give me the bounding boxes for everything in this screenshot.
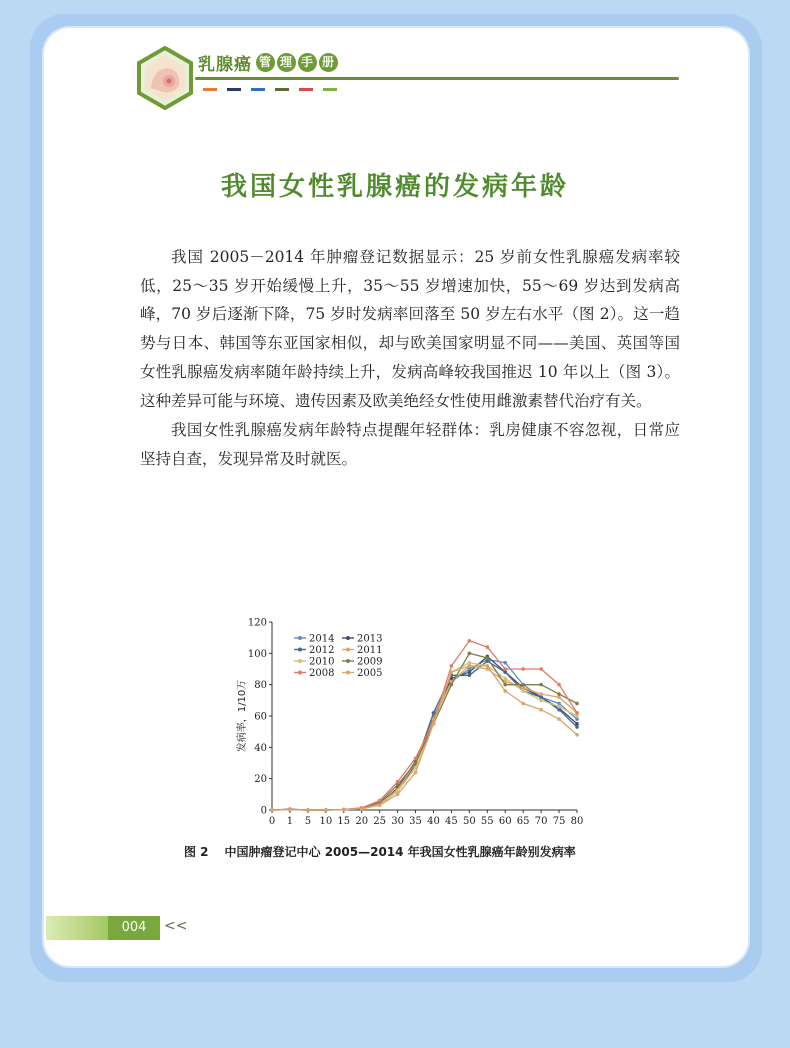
header-dash — [251, 88, 265, 91]
x-tick-label: 50 — [462, 816, 476, 827]
data-point-2013 — [468, 670, 472, 674]
series-title-char: 册 — [319, 53, 338, 72]
data-point-2014 — [503, 661, 507, 665]
data-point-2005 — [503, 689, 507, 693]
series-title-char: 管 — [256, 53, 275, 72]
legend-marker — [346, 648, 350, 652]
series-title-plain: 乳腺癌 — [198, 54, 252, 75]
data-point-2005 — [270, 808, 274, 812]
data-point-2005 — [396, 793, 400, 797]
page-number-bar — [46, 916, 108, 940]
data-point-2010 — [503, 677, 507, 681]
x-tick-label: 70 — [534, 816, 548, 827]
series-line-2012 — [272, 661, 577, 810]
y-tick-label: 120 — [247, 617, 267, 629]
data-point-2012 — [503, 670, 507, 674]
data-point-2009 — [521, 683, 525, 687]
header-dash — [227, 88, 241, 91]
legend-label: 2005 — [357, 668, 383, 679]
data-point-2009 — [468, 652, 472, 656]
legend-label: 2012 — [309, 645, 335, 656]
legend-label: 2008 — [309, 668, 335, 679]
legend-marker — [298, 671, 302, 675]
header-dash — [323, 88, 337, 91]
header-dash — [275, 88, 289, 91]
legend-marker — [346, 636, 350, 640]
x-tick-label: 60 — [498, 816, 512, 827]
x-tick-label: 5 — [304, 816, 312, 827]
page-arrows-icon: << — [164, 918, 188, 934]
series-line-2013 — [272, 657, 577, 811]
header-dash-row — [203, 88, 337, 91]
data-point-2010 — [539, 699, 543, 703]
x-tick-label: 20 — [355, 816, 369, 827]
data-point-2009 — [485, 656, 489, 660]
series-title — [198, 50, 338, 74]
data-point-2012 — [539, 695, 543, 699]
data-point-2008 — [521, 667, 525, 671]
x-tick-label: 55 — [480, 816, 494, 827]
data-point-2012 — [557, 708, 561, 712]
data-point-2005 — [575, 733, 579, 737]
series-line-2014 — [272, 660, 577, 810]
data-point-2011 — [557, 695, 561, 699]
series-title-char: 手 — [298, 53, 317, 72]
legend-marker — [346, 659, 350, 663]
legend-label: 2013 — [357, 633, 383, 645]
figure-number: 图 2 — [184, 845, 209, 859]
y-tick-label: 100 — [247, 648, 267, 660]
x-tick-label: 30 — [391, 816, 404, 827]
data-point-2008 — [414, 757, 418, 761]
data-point-2014 — [557, 702, 561, 706]
data-point-2010 — [521, 689, 525, 693]
header-rule — [195, 77, 679, 80]
x-tick-label: 65 — [516, 816, 530, 827]
legend-marker — [298, 636, 302, 640]
data-point-2008 — [396, 780, 400, 784]
page-number: 004 — [108, 916, 160, 940]
article-body — [140, 243, 680, 474]
y-tick-label: 80 — [254, 680, 267, 692]
data-point-2005 — [521, 702, 525, 706]
y-tick-label: 60 — [254, 711, 267, 723]
data-point-2005 — [378, 804, 382, 808]
series-title-char: 理 — [277, 53, 296, 72]
paragraph: 我国女性乳腺癌发病年龄特点提醒年轻群体：乳房健康不容忽视，日常应坚持自查，发现异常及时就医。 — [140, 421, 680, 468]
legend-marker — [298, 659, 302, 663]
y-tick-label: 20 — [254, 774, 267, 786]
data-point-2011 — [521, 686, 525, 690]
data-point-2010 — [575, 714, 579, 718]
legend-label: 2014 — [309, 633, 335, 645]
legend-label: 2010 — [309, 656, 335, 668]
data-point-2009 — [450, 683, 454, 687]
figure-caption — [184, 843, 576, 860]
paragraph: 我国 2005－2014 年肿瘤登记数据显示：25 岁前女性乳腺癌发病率较低，25～35 岁开始缓慢上升，35～55 岁增速加快，55～69 岁达到发病高峰，70 岁后逐渐下降，75 岁时发病率回落至 50 岁左右水平（图 2）。这一趋势与日本、韩国等东亚国家相似，却与欧美国家明显不同——美国、英国等国女性乳腺癌发病率随年龄持续上升，发病高峰较我国推迟 10 年以上（图 3）。这种差异可能与环境、遗传因素及欧美绝经女性使用雌激素替代治疗有关。 — [140, 248, 680, 410]
y-axis-label: 发病率，1/10万 — [237, 679, 248, 753]
data-point-2014 — [575, 717, 579, 721]
data-point-2010 — [468, 661, 472, 665]
data-point-2005 — [432, 722, 436, 726]
data-point-2009 — [575, 702, 579, 706]
figure-caption-text: 中国肿瘤登记中心 2005—2014 年我国女性乳腺癌年龄别发病率 — [224, 845, 576, 859]
legend-label: 2011 — [357, 645, 383, 656]
data-point-2009 — [414, 761, 418, 765]
x-tick-label: 15 — [337, 816, 351, 827]
x-tick-label: 25 — [373, 816, 387, 827]
data-point-2008 — [450, 664, 454, 668]
legend-label: 2009 — [357, 656, 383, 668]
data-point-2005 — [342, 808, 346, 812]
x-tick-label: 1 — [286, 816, 294, 827]
data-point-2012 — [575, 725, 579, 729]
legend-marker — [346, 671, 350, 675]
data-point-2011 — [539, 692, 543, 696]
data-point-2005 — [539, 708, 543, 712]
data-point-2008 — [378, 799, 382, 803]
data-point-2005 — [414, 771, 418, 775]
x-tick-label: 0 — [268, 816, 276, 827]
data-point-2008 — [557, 683, 561, 687]
header-dash — [203, 88, 217, 91]
incidence-line-chart — [232, 612, 592, 834]
x-tick-label: 45 — [445, 816, 458, 827]
data-point-2005 — [360, 807, 364, 811]
data-point-2005 — [324, 808, 328, 812]
data-point-2008 — [468, 639, 472, 643]
x-tick-label: 75 — [552, 816, 566, 827]
data-point-2005 — [468, 664, 472, 668]
data-point-2012 — [432, 711, 436, 715]
data-point-2005 — [450, 670, 454, 674]
data-point-2009 — [539, 683, 543, 687]
x-tick-label: 35 — [409, 816, 422, 827]
data-point-2005 — [485, 664, 489, 668]
data-point-2010 — [557, 705, 561, 709]
data-point-2005 — [288, 808, 292, 812]
x-tick-label: 40 — [427, 816, 440, 827]
header-dash — [299, 88, 313, 91]
data-point-2008 — [503, 667, 507, 671]
data-point-2008 — [485, 645, 489, 649]
data-point-2012 — [468, 673, 472, 677]
breast-logo-icon — [137, 46, 193, 110]
x-tick-label: 80 — [570, 816, 584, 827]
y-tick-label: 40 — [254, 742, 267, 754]
y-tick-label: 0 — [260, 805, 267, 817]
x-tick-label: 10 — [319, 816, 333, 827]
legend-marker — [298, 648, 302, 652]
data-point-2005 — [306, 808, 310, 812]
data-point-2008 — [539, 667, 543, 671]
article-title: 我国女性乳腺癌的发病年龄 — [220, 172, 569, 202]
data-point-2009 — [503, 683, 507, 687]
data-point-2008 — [575, 711, 579, 715]
data-point-2009 — [557, 692, 561, 696]
data-point-2005 — [557, 717, 561, 721]
